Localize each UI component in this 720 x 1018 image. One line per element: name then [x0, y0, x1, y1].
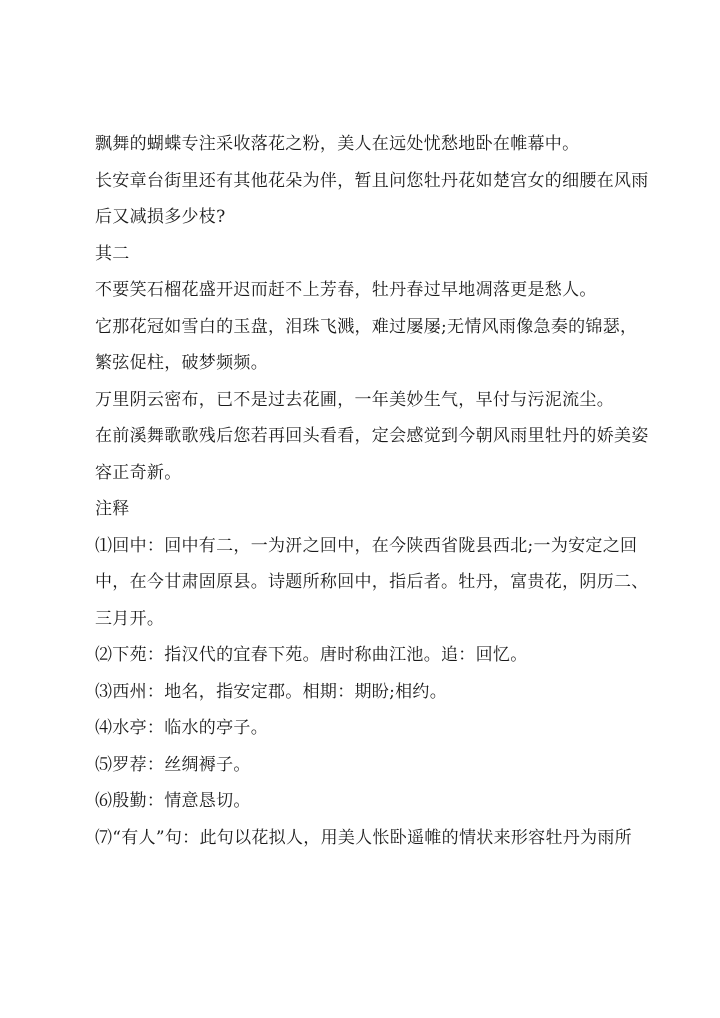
text-line: 飘舞的蝴蝶专注采收落花之粉，美人在远处忧愁地卧在帷幕中。: [95, 134, 580, 154]
annotation-line: ⑶西州：地名，指安定郡。相期：期盼;相约。: [95, 681, 448, 702]
text-line: 万里阴云密布，已不是过去花圃，一年美妙生气，早付与污泥流尘。: [95, 389, 614, 410]
text-line: 容正奇新。: [95, 462, 182, 483]
annotation-line: ⑴回中：回中有二，一为汧之回中，在今陕西省陇县西北;一为安定之回: [95, 535, 638, 556]
annotation-line: ⑷水亭：临水的亭子。: [95, 718, 268, 738]
document-body: [95, 126, 649, 856]
section-heading: 其二: [95, 243, 130, 264]
section-heading: 注释: [95, 499, 130, 519]
annotation-line: ⑸罗荐：丝绸褥子。: [95, 754, 251, 775]
annotation-line: ⑺“有人”句：此句以花拟人，用美人怅卧遥帷的情状来形容牡丹为雨所: [95, 827, 632, 848]
text-line: 不要笑石榴花盛开迟而赶不上芳春，牡丹春过早地凋落更是愁人。: [95, 280, 597, 300]
text-line: 在前溪舞歌歌残后您若再回头看看，定会感觉到今朝风雨里牡丹的娇美姿: [95, 426, 649, 446]
text-line: 后又减损多少枝?: [95, 207, 226, 227]
text-line: 繁弦促柱，破梦频频。: [95, 353, 268, 373]
annotation-line: 中，在今甘肃固原县。诗题所称回中，指后者。牡丹，富贵花，阴历二、: [95, 572, 649, 592]
annotation-line: ⑹殷勤：情意恳切。: [95, 791, 251, 811]
annotation-line: ⑵下苑：指汉代的宜春下苑。唐时称曲江池。追：回忆。: [95, 645, 528, 665]
annotation-line: 三月开。: [95, 608, 165, 629]
text-line: 它那花冠如雪白的玉盘，泪珠飞溅，难过屡屡;无情风雨像急奏的锦瑟，: [95, 316, 638, 337]
text-line: 长安章台街里还有其他花朵为伴，暂且问您牡丹花如楚宫女的细腰在风雨: [95, 170, 649, 191]
